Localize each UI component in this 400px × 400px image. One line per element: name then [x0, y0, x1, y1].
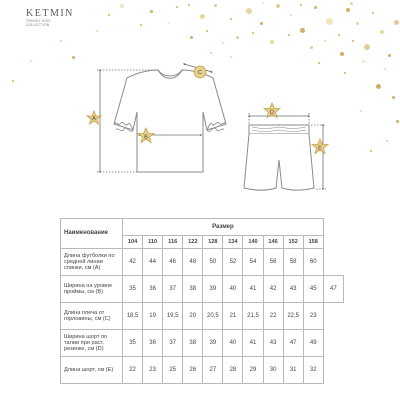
table-value-cell: 26: [183, 357, 203, 384]
table-value-cell: 25: [163, 357, 183, 384]
marker-b-label: B: [144, 134, 148, 141]
table-value-cell: 54: [243, 249, 263, 276]
confetti-dot: [346, 8, 350, 12]
confetti-dot: [260, 22, 263, 25]
table-value-cell: 19: [143, 303, 163, 330]
row-label-cell: Длина шорт, см (E): [61, 357, 123, 384]
table-value-cell: 43: [263, 330, 283, 357]
table-value-cell: 22: [123, 357, 143, 384]
confetti-dot: [394, 20, 399, 25]
confetti-dot: [176, 6, 178, 8]
brand-logo: [26, 8, 86, 27]
size-header-cell: 134: [223, 236, 243, 249]
confetti-dot: [300, 28, 305, 33]
size-header-cell: 116: [163, 236, 183, 249]
table-header-row: [61, 219, 344, 236]
size-header-cell: 110: [143, 236, 163, 249]
table-value-cell: 38: [183, 330, 203, 357]
table-value-cell: 45: [303, 276, 323, 303]
confetti-dot: [352, 40, 354, 42]
confetti-dot: [214, 4, 217, 7]
table-value-cell: 41: [243, 330, 263, 357]
confetti-dot: [276, 4, 280, 8]
brand-tagline-2: COLLECTION: [26, 23, 50, 27]
table-value-cell: 52: [223, 249, 243, 276]
brand-name: KETMIN: [26, 8, 74, 19]
table-value-cell: 40: [223, 276, 243, 303]
tshirt-outline: [114, 70, 226, 172]
confetti-dot: [168, 22, 170, 24]
confetti-dot: [350, 2, 353, 5]
table-value-cell: 18,5: [123, 303, 143, 330]
table-value-cell: 44: [143, 249, 163, 276]
confetti-dot: [314, 6, 317, 9]
table-value-cell: 39: [203, 330, 223, 357]
table-value-cell: 35: [123, 330, 143, 357]
row-label-cell: Ширина шорт по талии при раст. резинке, см (D): [61, 330, 123, 357]
confetti-dot: [324, 40, 326, 42]
table-value-cell: 50: [203, 249, 223, 276]
confetti-dot: [206, 30, 208, 32]
confetti-dot: [96, 30, 98, 32]
row-label-cell: Длина футболки по средней линии спинки, см (А): [61, 249, 123, 276]
confetti-dot: [380, 30, 384, 34]
table-value-cell: 30: [263, 357, 283, 384]
table-value-cell: 49: [303, 330, 323, 357]
table-value-cell: 48: [183, 249, 203, 276]
marker-c-label: C: [198, 70, 202, 76]
table-value-cell: 47: [283, 330, 303, 357]
size-header-cell: 140: [243, 236, 263, 249]
table-value-cell: 58: [283, 249, 303, 276]
confetti-dot: [188, 4, 190, 6]
table-value-cell: 23: [303, 303, 323, 330]
table-value-cell: 38: [183, 276, 203, 303]
table-value-cell: 46: [163, 249, 183, 276]
table-value-cell: 22: [263, 303, 283, 330]
confetti-dot: [372, 12, 374, 14]
table-value-cell: 20: [183, 303, 203, 330]
confetti-dot: [120, 4, 124, 8]
confetti-dot: [290, 14, 292, 16]
marker-a: [87, 111, 101, 124]
size-header-cell: 122: [183, 236, 203, 249]
confetti-dot: [262, 2, 264, 4]
size-header-cell: 104: [123, 236, 143, 249]
table-value-cell: 37: [163, 330, 183, 357]
confetti-dot: [356, 22, 359, 25]
table-value-cell: 56: [263, 249, 283, 276]
confetti-dot: [236, 36, 239, 39]
table-row: [61, 249, 344, 276]
confetti-dot: [150, 10, 153, 13]
confetti-dot: [60, 40, 62, 42]
confetti-dot: [108, 14, 110, 16]
table-value-cell: 32: [303, 357, 323, 384]
marker-e-label: E: [318, 145, 322, 152]
marker-e: [312, 139, 328, 154]
marker-d-label: D: [270, 109, 274, 116]
garment-measurement-illustration: [0, 50, 400, 200]
confetti-dot: [338, 34, 340, 36]
table-value-cell: 31: [283, 357, 303, 384]
table-value-cell: 42: [263, 276, 283, 303]
table-value-cell: 40: [223, 330, 243, 357]
size-header-cell: 128: [203, 236, 223, 249]
marker-d: [264, 103, 280, 118]
table-value-cell: 39: [203, 276, 223, 303]
marker-c: [194, 66, 206, 78]
header-name-cell: Наименование: [61, 219, 123, 249]
table-row: [61, 357, 344, 384]
size-header-cell: 146: [263, 236, 283, 249]
confetti-dot: [200, 14, 205, 19]
table-value-cell: 20,5: [203, 303, 223, 330]
table-value-cell: 29: [243, 357, 263, 384]
shorts-outline: [244, 125, 314, 190]
confetti-dot: [310, 46, 313, 49]
confetti-dot: [288, 34, 290, 36]
size-header-cell: 152: [283, 236, 303, 249]
table-value-cell: 41: [243, 276, 263, 303]
header-size-group-cell: Размер: [123, 219, 324, 236]
table-value-cell: 21,5: [243, 303, 263, 330]
row-label-cell: Ширина на уровне проймы, см (В): [61, 276, 123, 303]
table-value-cell: 36: [143, 330, 163, 357]
table-value-cell: 43: [283, 276, 303, 303]
table-row: [61, 276, 344, 303]
table-value-cell: 28: [223, 357, 243, 384]
size-header-cell: 158: [303, 236, 323, 249]
table-value-cell: 21: [223, 303, 243, 330]
confetti-dot: [326, 18, 333, 25]
table-row: [61, 303, 344, 330]
row-label-cell: Длина плеча от горловины, см (С): [61, 303, 123, 330]
table-value-cell: 27: [203, 357, 223, 384]
table-value-cell: 19,5: [163, 303, 183, 330]
marker-a-label: A: [92, 116, 96, 122]
table-value-cell: 60: [303, 249, 323, 276]
table-value-cell: 47: [323, 276, 343, 303]
table-value-cell: 23: [143, 357, 163, 384]
table-value-cell: 42: [123, 249, 143, 276]
confetti-dot: [270, 40, 274, 44]
confetti-dot: [190, 36, 193, 39]
confetti-dot: [230, 18, 232, 20]
table-value-cell: 35: [123, 276, 143, 303]
brand-tagline-1: TRENDY KIDS: [26, 19, 51, 23]
confetti-dot: [222, 42, 224, 44]
confetti-dot: [252, 32, 254, 34]
size-table: [60, 218, 344, 384]
table-value-cell: 36: [143, 276, 163, 303]
table-value-cell: 22,5: [283, 303, 303, 330]
table-value-cell: 37: [163, 276, 183, 303]
confetti-dot: [246, 8, 252, 14]
confetti-dot: [140, 24, 142, 26]
table-row: [61, 330, 344, 357]
confetti-dot: [300, 4, 302, 6]
